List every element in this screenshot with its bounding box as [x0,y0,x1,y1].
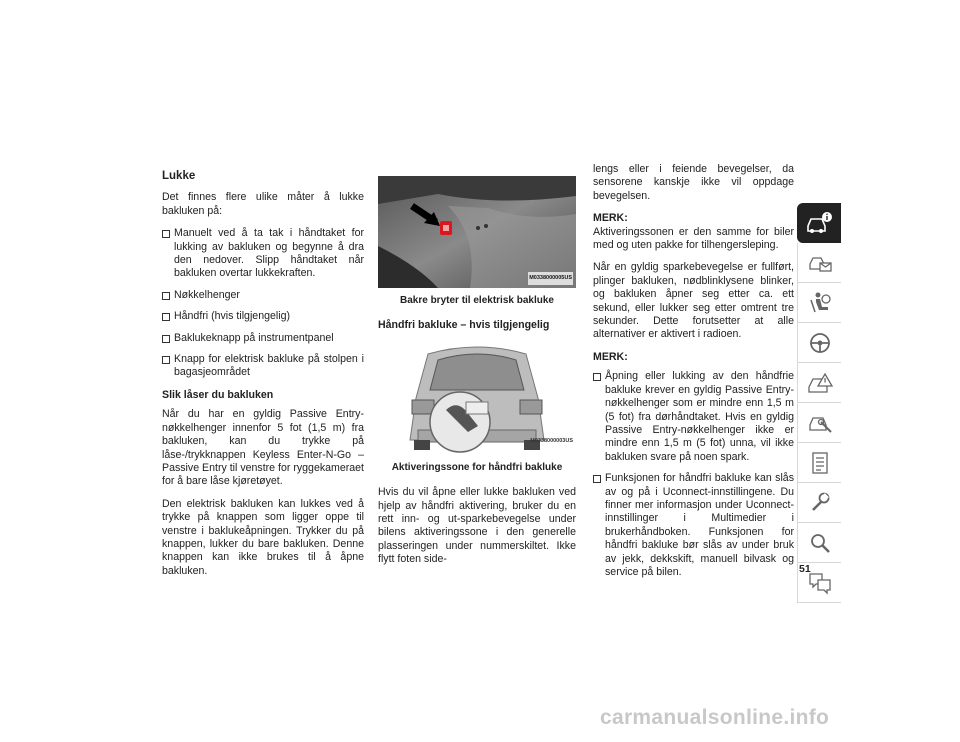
paragraph: Når du har en gyldig Passive Entry-nøkkelhenger innenfor 5 fot (1,5 m) fra bakluken, kan du trykke på låse-/trykknappen Keyless Enter-N-Go – Passive Entry til venstre for ryggekameraet for å bare låse kjøretøyet. [162,408,364,488]
warning-car-icon [806,370,834,396]
figure-caption: Aktiveringssone for håndfri bakluke [391,461,563,473]
page-number: 51 [799,563,811,575]
tab-car-info[interactable] [797,203,841,243]
tab-search[interactable] [797,523,841,563]
car-info-icon [805,210,833,236]
checklist-icon [806,450,834,476]
note-text: Aktiveringssonen er den samme for biler med og uten pakke for tilhengersleping. [593,225,794,252]
figure-activation-zone [378,340,576,455]
watermark-logo: carmanualsonline.info [600,706,830,729]
search-icon [806,530,834,556]
column-middle [378,176,576,576]
tab-car-service[interactable] [797,403,841,443]
list-item: Åpning eller lukking av den håndfrie bakluke krever en gyldig Passive Entry-nøkkelhenger som er mindre enn 1,5 m (5 fot) fra dørhåndtaket. Hvis en gyldig Passive Entry-nøkkelhenger ikke er mindre enn 1,5 m (5 fot) unna, vil ikke bakluken svare på noen spark. [593,370,794,464]
close-methods-list [162,227,364,380]
mail-icon [806,250,834,276]
list-item: Nøkkelhenger [162,289,364,302]
figure-code: M0338000005US [528,272,573,285]
note-label: MERK: [593,212,628,225]
paragraph: lengs eller i feiende bevegelser, da sensorene kanskje ikke vil oppdage bevegelsen. [593,163,794,202]
figure-caption: Bakre bryter til elektrisk bakluke [400,295,554,306]
tab-warning[interactable] [797,363,841,403]
paragraph: Når en gyldig sparkebevegelse er fullført, plinger bakluken, nødblinklysene blinker, og bakluken åpner seg etter ca. ett sekund, eller lukker seg etter omtrent tre sekunder. Dette forutsetter at alle alternativer er aktivert i radioen. [593,261,794,341]
note [593,212,794,252]
wrench-icon [806,490,834,516]
list-item: Funksjonen for håndfri bakluke kan slås av og på i Uconnect-innstillingene. Du finner mer informasjon under Uconnect-innstillinger i Multimedier i brukerhåndboken. Funksjonen for håndfri bakluke bør slås av under bruk av jekk, dekkskift, manuell bilvask og service på bilen. [593,472,794,579]
note-list [593,370,794,579]
subheading-lock: Slik låser du bakluken [162,388,274,401]
tab-steering[interactable] [797,323,841,363]
column-left [162,170,364,587]
figure-code: M0338000003US [530,438,573,445]
figure-liftgate-switch [378,176,576,288]
note-label: MERK: [593,350,628,363]
list-item: Manuelt ved å ta tak i håndtaket for lukking av bakluken og begynne å dra den nedover. Slipp håndtaket når bakluken overtar lukkekraften. [162,227,364,281]
tab-seat-airbag[interactable] [797,283,841,323]
paragraph: Hvis du vil åpne eller lukke bakluken ved hjelp av håndfri aktivering, bruker du en rett inn- og ut-sparkebevegelse under bilens aktiveringssone i den generelle plasseringen under nummerskiltet. Ikke flytt foten side- [378,486,576,566]
section-heading-handsfree: Håndfri bakluke – hvis tilgjengelig [378,319,550,332]
intro-text: Det finnes flere ulike måter å lukke bakluken på: [162,191,364,217]
section-heading-close: Lukke [162,170,196,182]
column-right [593,163,794,588]
chapter-tabs [797,203,841,603]
list-item: Knapp for elektrisk bakluke på stolpen i bagasjeområdet [162,353,364,380]
seat-airbag-icon [806,290,834,316]
car-service-icon [806,410,834,436]
list-item: Baklukeknapp på instrumentpanel [162,332,364,345]
tab-mail[interactable] [797,243,841,283]
steering-wheel-icon [806,330,834,356]
tab-wrench[interactable] [797,483,841,523]
tab-checklist[interactable] [797,443,841,483]
paragraph: Den elektrisk bakluken kan lukkes ved å trykke på knappen som ligger oppe til venstre i baklukeåpningen. Trykker du på knappen, lukker du bare bakluken. Denne knappen kan ikke brukes til å åpne bakluken. [162,497,364,577]
list-item: Håndfri (hvis tilgjengelig) [162,310,364,323]
